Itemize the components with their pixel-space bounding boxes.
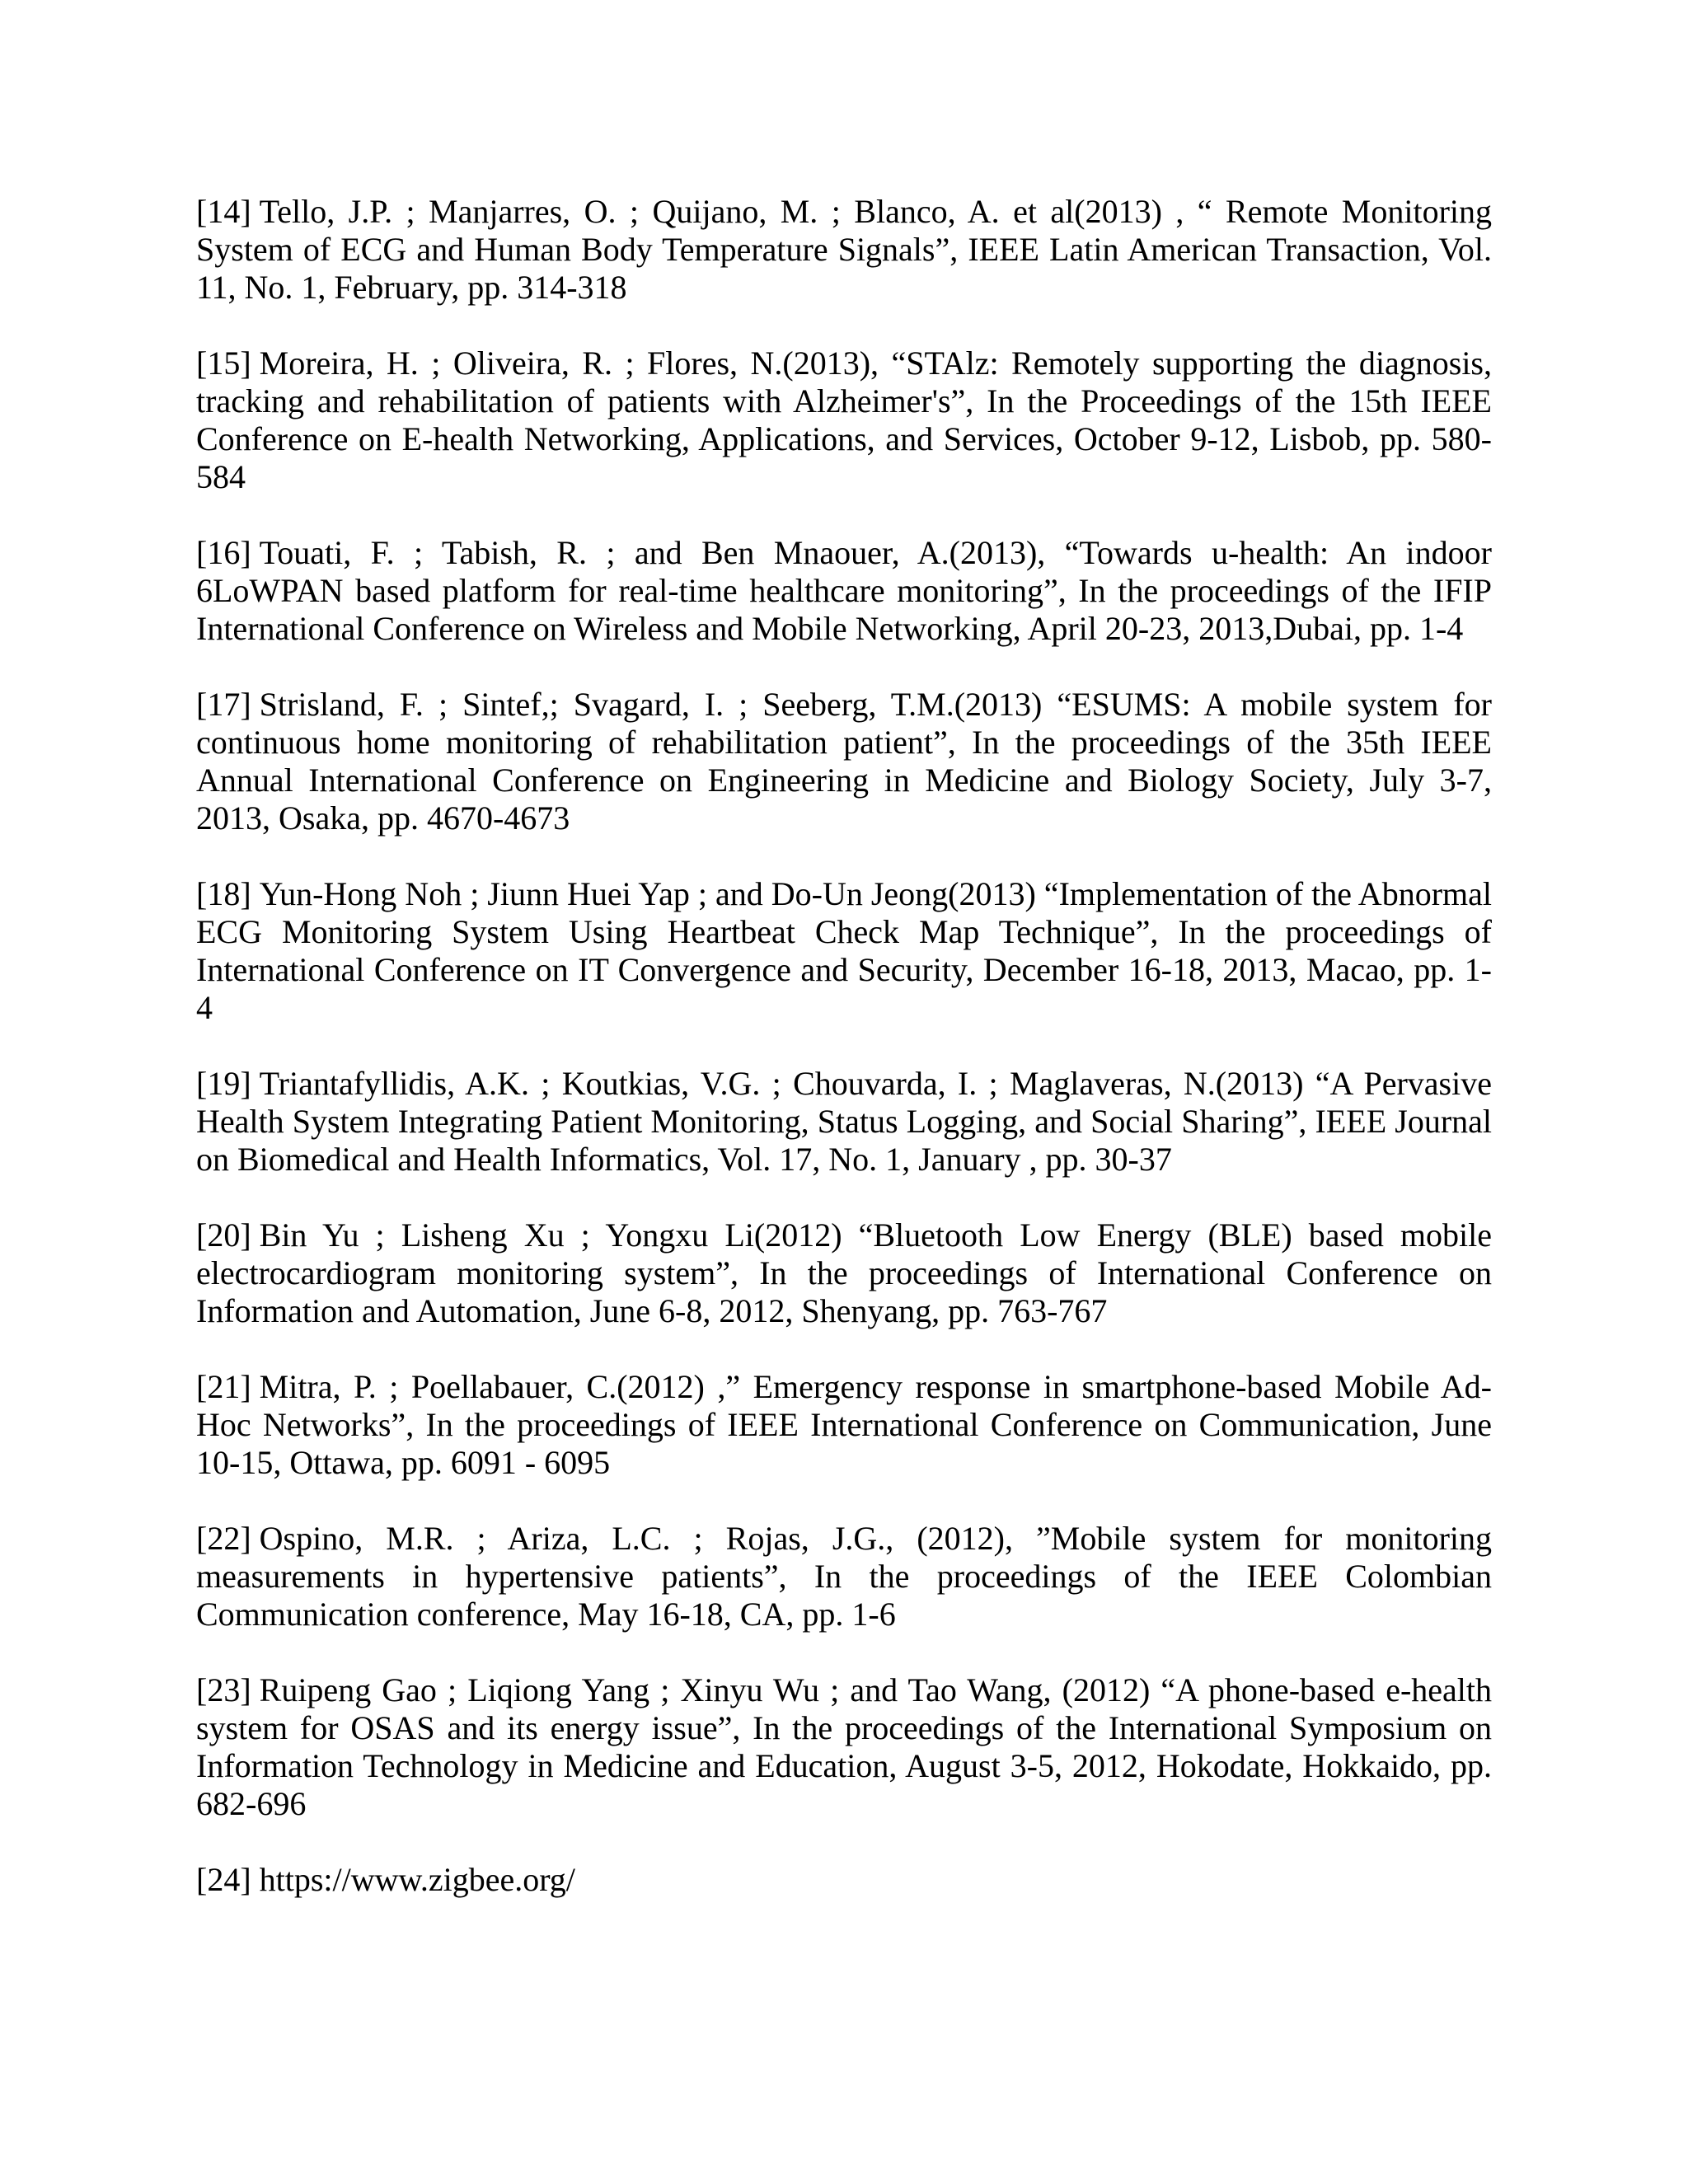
reference-number: [18] [196,875,251,912]
reference-number: [23] [196,1671,251,1708]
reference-text: Bin Yu ; Lisheng Xu ; Yongxu Li(2012) “Bluetooth Low Energy (BLE) based mobile electrocardiogram monitoring system”, In the proceedings of International Conference on Information and Automation, June 6-8, 2012, Shenyang, pp. 763-767 [196,1216,1492,1329]
reference-entry [196,1368,1492,1482]
reference-entry [196,193,1492,307]
reference-text: Strisland, F. ; Sintef,; Svagard, I. ; Seeberg, T.M.(2013) “ESUMS: A mobile system for continuous home monitoring of rehabilitation patient”, In the proceedings of the 35th IEEE Annual International Conference on Engineering in Medicine and Biology Society, July 3-7, 2013, Osaka, pp. 4670-4673 [196,686,1492,837]
reference-entry [196,1861,1492,1899]
reference-entry [196,875,1492,1027]
reference-number: [21] [196,1368,251,1405]
reference-text: Moreira, H. ; Oliveira, R. ; Flores, N.(2013), “STAlz: Remotely supporting the diagnosis, tracking and rehabilitation of patients with Alzheimer's”, In the Proceedings of the 15th IEEE Conference on E-health Networking, Applications, and Services, October 9-12, Lisbob, pp. 580-584 [196,344,1492,495]
reference-number: [17] [196,686,251,723]
reference-text: Ruipeng Gao ; Liqiong Yang ; Xinyu Wu ; and Tao Wang, (2012) “A phone-based e-health system for OSAS and its energy issue”, In the proceedings of the International Symposium on Information Technology in Medicine and Education, August 3-5, 2012, Hokodate, Hokkaido, pp. 682-696 [196,1671,1492,1822]
reference-text: Ospino, M.R. ; Ariza, L.C. ; Rojas, J.G., (2012), ”Mobile system for monitoring measurements in hypertensive patients”, In the proceedings of the IEEE Colombian Communication conference, May 16-18, CA, pp. 1-6 [196,1520,1492,1633]
reference-text: Tello, J.P. ; Manjarres, O. ; Quijano, M. ; Blanco, A. et al(2013) , “ Remote Monitoring System of ECG and Human Body Temperature Signals”, IEEE Latin American Transaction, Vol. 11, No. 1, February, pp. 314-318 [196,193,1492,306]
reference-number: [20] [196,1216,251,1254]
reference-text: Mitra, P. ; Poellabauer, C.(2012) ,” Emergency response in smartphone-based Mobile Ad-Hoc Networks”, In the proceedings of IEEE International Conference on Communication, June 10-15, Ottawa, pp. 6091 - 6095 [196,1368,1492,1481]
reference-number: [14] [196,193,251,230]
reference-entry [196,1520,1492,1633]
reference-entry [196,1065,1492,1179]
reference-number: [16] [196,534,251,571]
reference-link[interactable]: https://www.zigbee.org/ [259,1861,575,1898]
reference-entry [196,686,1492,837]
reference-text: Touati, F. ; Tabish, R. ; and Ben Mnaouer, A.(2013), “Towards u-health: An indoor 6LoWPAN based platform for real-time healthcare monitoring”, In the proceedings of the IFIP International Conference on Wireless and Mobile Networking, April 20-23, 2013,Dubai, pp. 1-4 [196,534,1492,647]
reference-entry [196,1216,1492,1330]
reference-list [196,193,1492,1937]
reference-number: [15] [196,344,251,382]
reference-entry [196,344,1492,496]
reference-number: [24] [196,1861,251,1898]
reference-text: Yun-Hong Noh ; Jiunn Huei Yap ; and Do-Un Jeong(2013) “Implementation of the Abnormal ECG Monitoring System Using Heartbeat Check Map Technique”, In the proceedings of International Conference on IT Convergence and Security, December 16-18, 2013, Macao, pp. 1-4 [196,875,1492,1026]
reference-text: Triantafyllidis, A.K. ; Koutkias, V.G. ; Chouvarda, I. ; Maglaveras, N.(2013) “A Pervasive Health System Integrating Patient Monitoring, Status Logging, and Social Sharing”, IEEE Journal on Biomedical and Health Informatics, Vol. 17, No. 1, January , pp. 30-37 [196,1065,1492,1178]
reference-number: [22] [196,1520,251,1557]
reference-entry [196,534,1492,648]
reference-entry [196,1671,1492,1823]
reference-number: [19] [196,1065,251,1102]
